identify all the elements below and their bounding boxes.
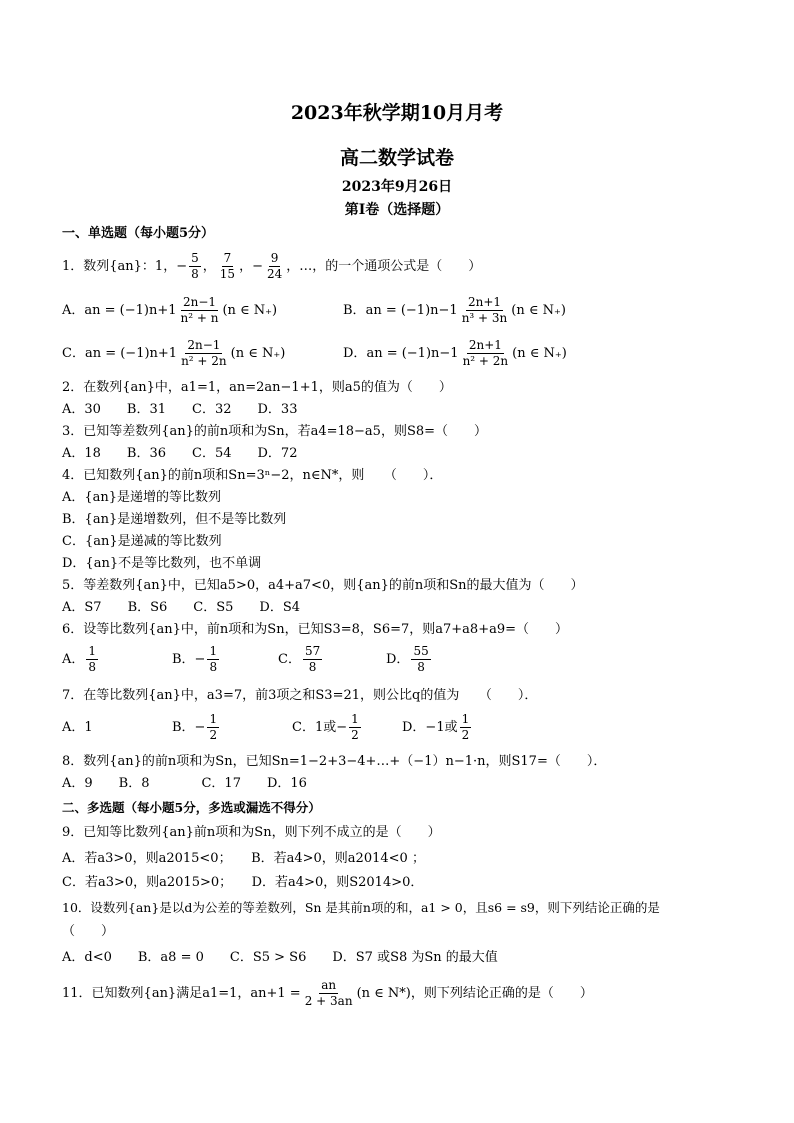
q1-option-d[interactable]: D．an = (−1)n−1 $\frac{2n+1}{\text{n² + 2n}}$ (n ∈ N₊) <box>343 338 567 368</box>
q4-option-d[interactable]: D．{an}不是等比数列，也不单调 <box>62 556 262 571</box>
q1-fraction-1: $\frac{5}{8}$ <box>191 251 199 281</box>
section-single-choice: 一、单选题（每小题5分） <box>62 226 215 241</box>
question-4-stem: 4．已知数列{an}的前n项和Sn=3ⁿ−2，n∈N*，则 （ ）． <box>62 468 443 483</box>
q4-option-a[interactable]: A．{an}是递增的等比数列 <box>62 490 222 505</box>
question-3-options[interactable]: A．18 B．36 C．54 D．72 <box>62 446 298 461</box>
exam-subtitle: 高二数学试卷 <box>339 147 454 169</box>
question-6-stem: 6．设等比数列{an}中，前n项和为Sn，已知S3=8，S6=7，则a7+a8+a9=（ ） <box>62 622 569 637</box>
q7-option-c[interactable]: C．1或− $\frac{1}{2}$ <box>292 712 359 742</box>
q1-option-a[interactable]: A．an = (−1)n+1 $\frac{2n-1}{\text{n² + n}}$ (n ∈ N₊) <box>62 295 278 325</box>
q7-option-a[interactable]: A．1 <box>62 720 93 735</box>
q6-option-c[interactable]: C． $\frac{57}{8}$ <box>278 644 321 674</box>
q7-option-b[interactable]: B．− $\frac{1}{2}$ <box>172 712 218 742</box>
question-8-options[interactable]: A．9 B．8 C．17 D．16 <box>62 776 307 791</box>
q6-option-a[interactable]: A． $\frac{1}{8}$ <box>62 644 97 674</box>
q6-option-d[interactable]: D． $\frac{55}{8}$ <box>386 644 429 674</box>
q4-option-b[interactable]: B．{an}是递增数列，但不是等比数列 <box>62 512 287 527</box>
q1-option-b[interactable]: B．an = (−1)n−1 $\frac{2n+1}{\text{n³ + 3n}}$ (n ∈ N₊) <box>343 295 566 325</box>
q4-option-c[interactable]: C．{an}是递减的等比数列 <box>62 534 222 549</box>
exam-date: 2023年9月26日 <box>341 179 453 195</box>
q1-post: ，…，的一个通项公式是（ ） <box>286 259 482 274</box>
section-multiple-choice: 二、多选题（每小题5分，多选或漏选不得分） <box>62 800 321 815</box>
question-7-stem: 7．在等比数列{an}中，a3=7，前3项之和S3=21，则公比q的值为 （ ）． <box>62 688 538 703</box>
q1-fraction-3: $\frac{9}{24}$ <box>266 251 283 281</box>
question-2-stem: 2．在数列{an}中，a1=1，an=2an−1+1，则a5的值为（ ） <box>62 380 452 395</box>
q1-fraction-2: $\frac{7}{15}$ <box>219 251 236 281</box>
q6-option-b[interactable]: B．− $\frac{1}{8}$ <box>172 644 218 674</box>
question-10-options[interactable]: A．d<0 B．a8 = 0 C．S5 > S6 D．S7 或S8 为Sn 的最大值 <box>62 950 498 965</box>
question-5-options[interactable]: A．S7 B．S6 C．S5 D．S4 <box>62 600 301 615</box>
question-2-options[interactable]: A．30 B．31 C．32 D．33 <box>62 402 298 417</box>
question-1-stem: 1．数列{an}：1，− $\frac{5}{8}$ ， $\frac{7}{15}$ ，− $\frac{9}{24}$ ，…，的一个通项公式是（ ） <box>62 251 482 281</box>
question-10-paren: （ ） <box>62 924 115 939</box>
exam-title: 2023年秋学期10月月考 <box>290 102 504 124</box>
question-3-stem: 3．已知等差数列{an}的前n项和为Sn，若a4=18−a5，则S8=（ ） <box>62 424 488 439</box>
q9-options-ab[interactable]: A．若a3>0，则a2015<0； B．若a4>0，则a2014<0 ； <box>62 851 425 866</box>
exam-volume: 第I卷（选择题） <box>344 202 450 218</box>
q7-option-d[interactable]: D．−1或 $\frac{1}{2}$ <box>402 712 470 742</box>
question-8-stem: 8．数列{an}的前n项和为Sn，已知Sn=1−2+3−4+…+（−1）n−1·n，则S17=（ ）． <box>62 754 607 769</box>
q9-options-cd[interactable]: C．若a3>0，则a2015>0； D．若a4>0，则S2014>0． <box>62 875 424 890</box>
question-10-stem: 10．设数列{an}是以d为公差的等差数列，Sn 是其前n项的和，a1 > 0，且s6 = s9，则下列结论正确的是 <box>62 900 660 915</box>
q1-pre: 1．数列{an}：1， <box>62 259 177 274</box>
question-11-stem: 11．已知数列{an}满足a1=1，an+1 = $\frac{an}{2 + 3an}$ (n ∈ N*)，则下列结论正确的是（ ） <box>62 978 593 1008</box>
q1-option-c[interactable]: C．an = (−1)n+1 $\frac{2n-1}{\text{n² + 2n}}$ (n ∈ N₊) <box>62 338 286 368</box>
q11-fraction: $\frac{an}{2 + 3an}$ <box>304 978 353 1008</box>
question-5-stem: 5．等差数列{an}中，已知a5>0，a4+a7<0，则{an}的前n项和Sn的最大值为（ ） <box>62 578 584 593</box>
question-9-stem: 9．已知等比数列{an}前n项和为Sn，则下列不成立的是（ ） <box>62 825 441 840</box>
